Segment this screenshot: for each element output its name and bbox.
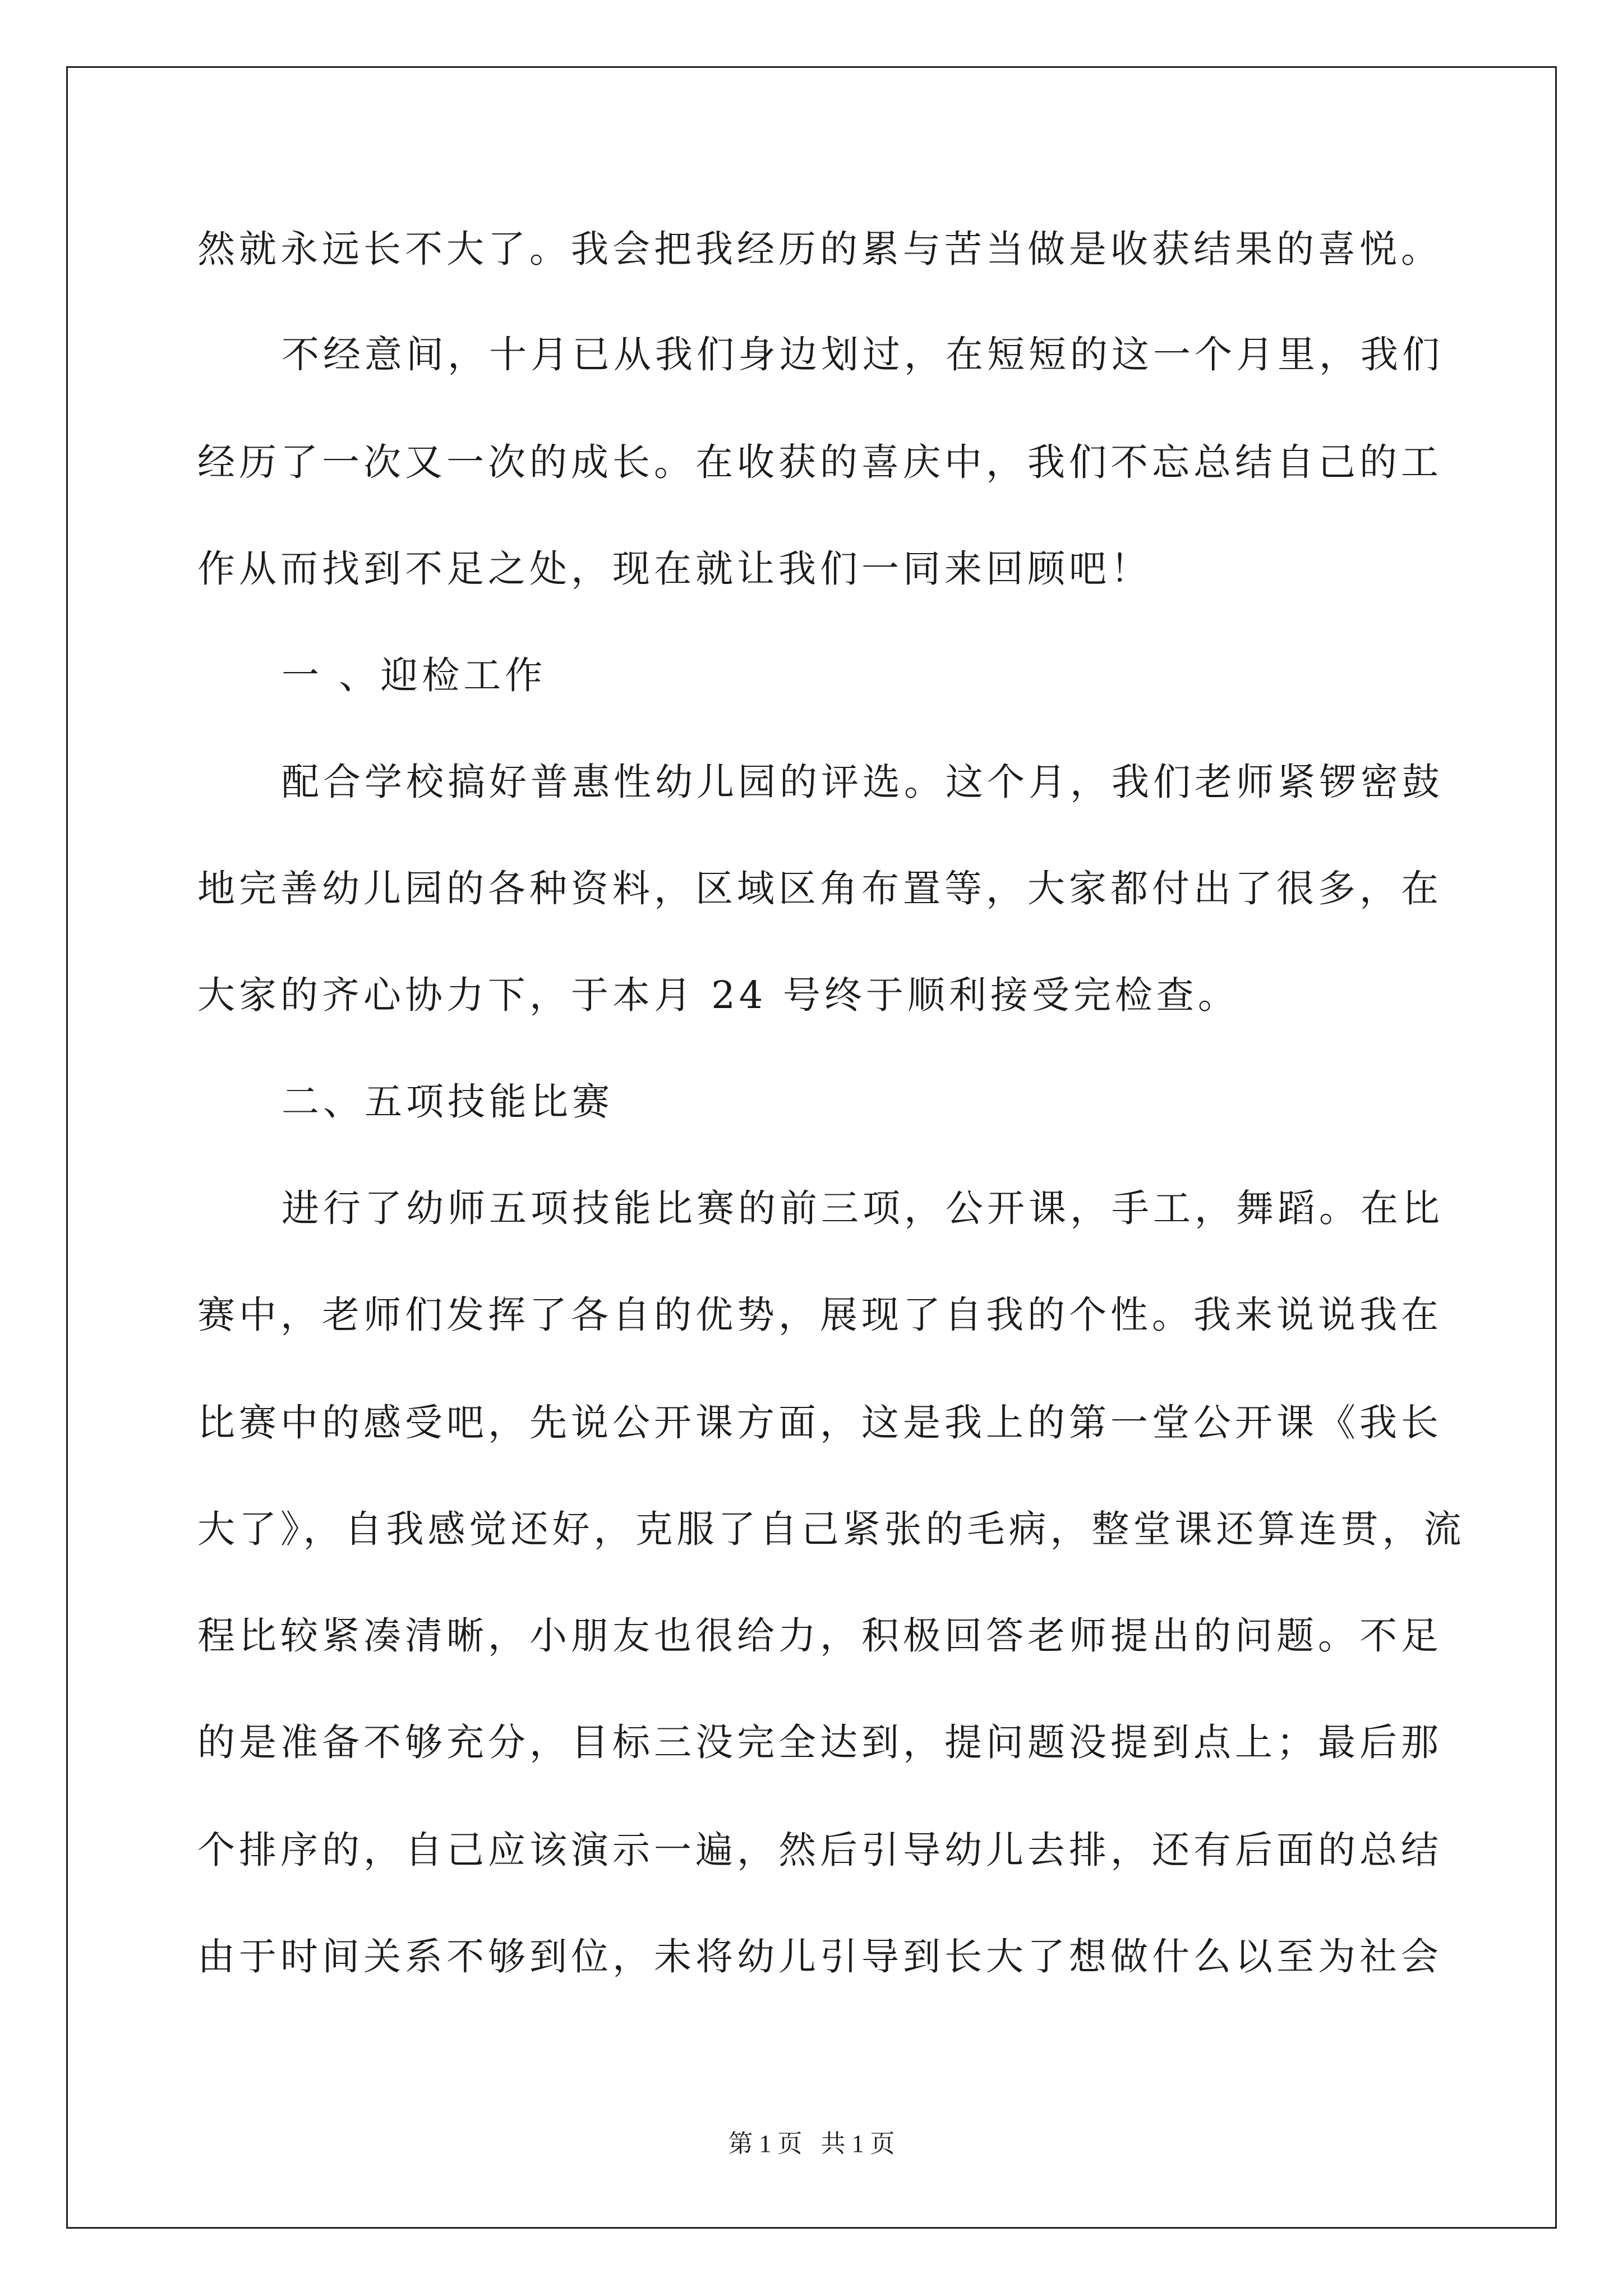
text-line: 配合学校搞好普惠性幼儿园的评选。这个月，我们老师紧锣密鼓 [282,760,1444,804]
section-heading: 二、五项技能比赛 [282,1080,614,1124]
page-total: 共 1 页 [820,2130,895,2157]
text-line: 赛中，老师们发挥了各自的优势，展现了自我的个性。我来说说我在 [197,1293,1442,1337]
page-footer [0,2127,1623,2161]
section-heading: 一 、迎检工作 [282,654,547,697]
text-line: 不经意间，十月已从我们身边划过，在短短的这一个月里，我们 [282,333,1444,376]
text-line: 大了》，自我感觉还好，克服了自己紧张的毛病，整堂课还算连贯，流 [197,1507,1465,1551]
page-number: 第 1 页 [728,2130,803,2157]
text-line: 程比较紧凑清晰，小朋友也很给力，积极回答老师提出的问题。不足 [197,1614,1442,1658]
text-line: 由于时间关系不够到位，未将幼儿引导到长大了想做什么以至为社会 [197,1935,1442,1978]
text-line: 进行了幼师五项技能比赛的前三项，公开课，手工，舞蹈。在比 [282,1186,1444,1230]
text-line: 作从而找到不足之处，现在就让我们一同来回顾吧！ [197,547,1152,591]
page-frame [66,66,1557,2229]
text-line: 的是准备不够充分，目标三没完全达到，提问题没提到点上；最后那 [197,1720,1442,1764]
text-line: 然就永远长不大了。我会把我经历的累与苦当做是收获结果的喜悦。 [197,227,1442,271]
text-line: 地完善幼儿园的各种资料，区域区角布置等，大家都付出了很多，在 [197,867,1442,910]
text-line: 经历了一次又一次的成长。在收获的喜庆中，我们不忘总结自己的工 [197,440,1442,484]
text-line: 大家的齐心协力下，于本月 24 号终于顺利接受完检查。 [197,973,1239,1017]
text-line: 比赛中的感受吧，先说公开课方面，这是我上的第一堂公开课《我长 [197,1401,1442,1444]
text-line: 个排序的，自己应该演示一遍，然后引导幼儿去排，还有后面的总结 [197,1828,1442,1872]
